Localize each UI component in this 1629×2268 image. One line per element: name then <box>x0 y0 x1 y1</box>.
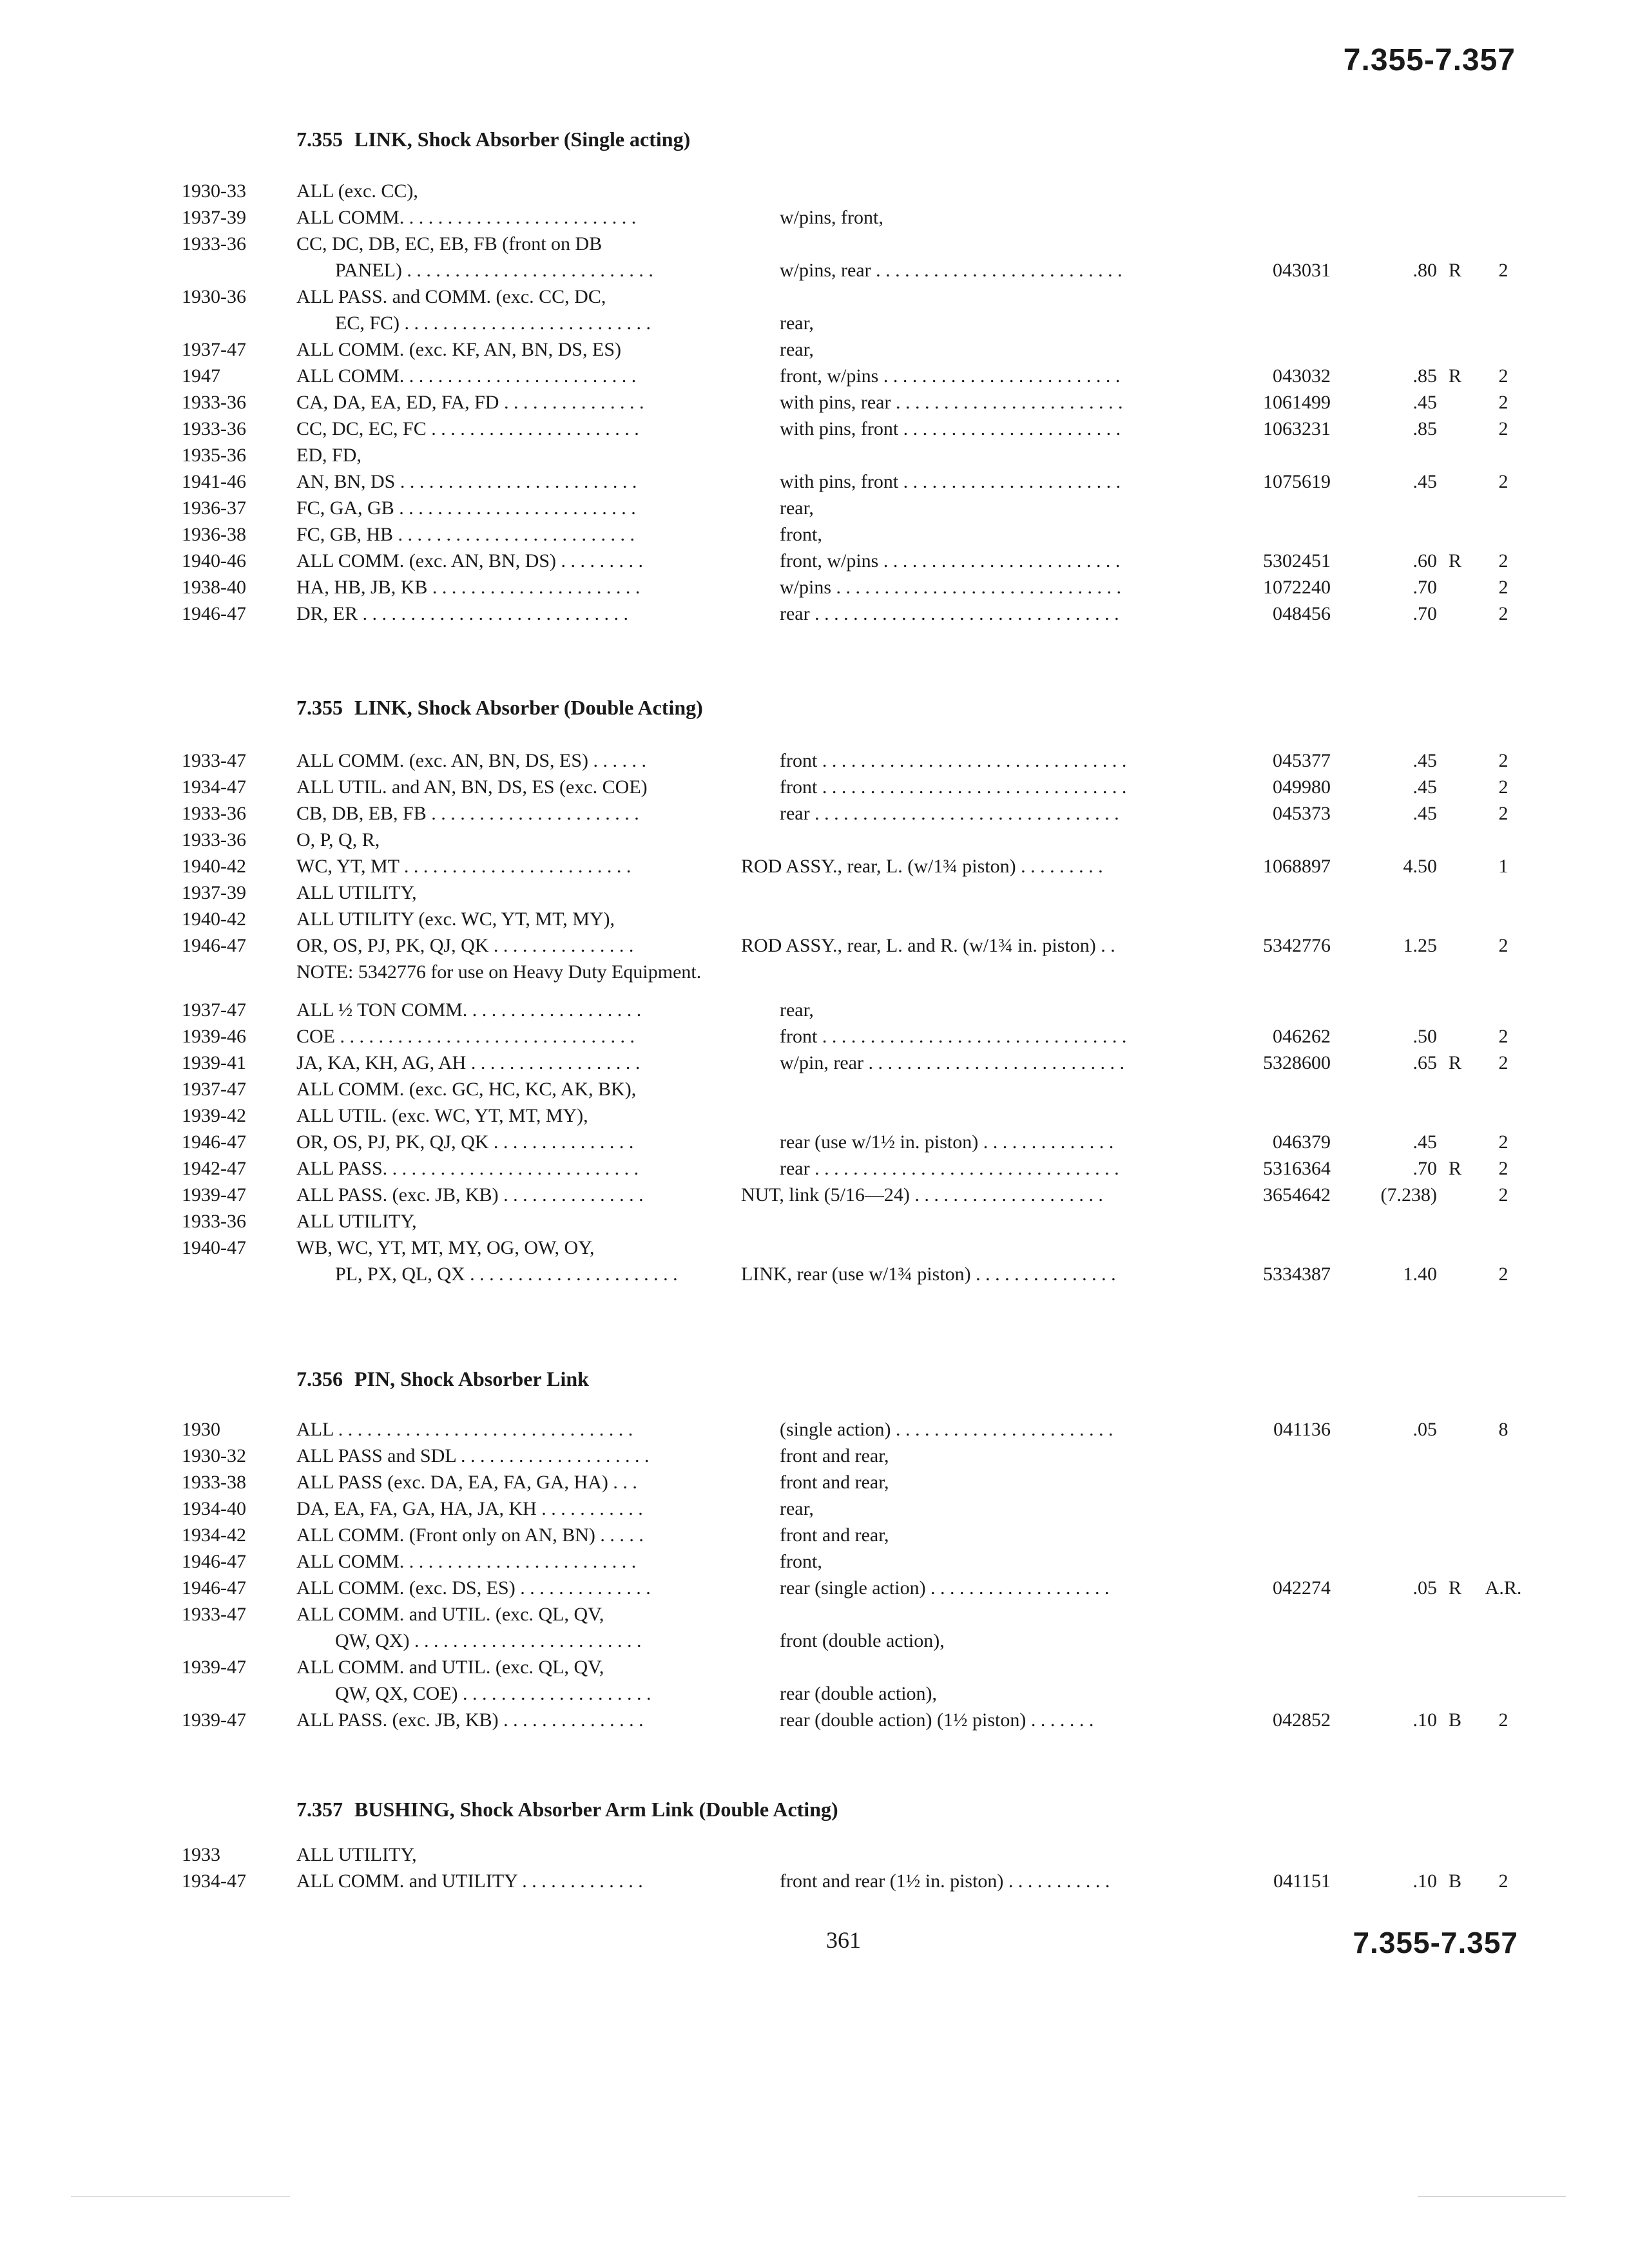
years-cell: 1940-46 <box>182 550 246 572</box>
models-cell: ALL (exc. CC), <box>296 180 418 202</box>
models-cell: ALL COMM. and UTIL. (exc. QL, QV, <box>296 1604 604 1625</box>
part-number-cell: 5334387 <box>1263 1264 1331 1285</box>
table-row <box>0 1129 1629 1156</box>
models-cell: O, P, Q, R, <box>296 829 380 850</box>
models-cell: CC, DC, EC, FC . . . . . . . . . . . . . . . . . . . . . . <box>296 418 639 439</box>
years-cell: 1937-47 <box>182 999 246 1021</box>
years-cell: 1939-46 <box>182 1026 246 1047</box>
part-number-cell: 041151 <box>1273 1870 1331 1892</box>
years-cell: 1933-36 <box>182 1211 246 1232</box>
models-cell: COE . . . . . . . . . . . . . . . . . . . . . . . . . . . . . . . <box>296 1026 635 1047</box>
years-cell: 1936-38 <box>182 524 246 545</box>
table-row <box>0 906 1629 933</box>
description-cell: front and rear, <box>780 1445 889 1466</box>
part-number-cell: 5342776 <box>1263 935 1331 956</box>
table-row <box>0 1023 1629 1050</box>
description-cell: front . . . . . . . . . . . . . . . . . . . . . . . . . . . . . . . . <box>780 750 1127 771</box>
models-cell: OR, OS, PJ, PK, QJ, QK . . . . . . . . . . . . . . . <box>296 935 634 956</box>
quantity-cell: 2 <box>1498 1264 1509 1285</box>
quantity-cell: 2 <box>1498 392 1509 413</box>
years-cell: 1946-47 <box>182 935 246 956</box>
description-cell: rear (double action) (1½ piston) . . . . . . . <box>780 1709 1094 1731</box>
table-row <box>0 932 1629 959</box>
models-cell: WB, WC, YT, MT, MY, OG, OW, OY, <box>296 1237 595 1258</box>
years-cell: 1939-47 <box>182 1657 246 1678</box>
section-heading: LINK, Shock Absorber (Double Acting) <box>354 696 703 719</box>
section-heading: BUSHING, Shock Absorber Arm Link (Double Acting) <box>354 1798 838 1821</box>
quantity-cell: 2 <box>1498 1184 1509 1206</box>
models-cell: DR, ER . . . . . . . . . . . . . . . . . . . . . . . . . . . . <box>296 603 629 624</box>
table-row <box>0 310 1629 337</box>
table-row <box>0 601 1629 628</box>
years-cell: 1936-37 <box>182 497 246 519</box>
description-cell: rear, <box>780 312 814 334</box>
models-cell: ALL COMM. . . . . . . . . . . . . . . . . . . . . . . . . <box>296 1551 637 1572</box>
part-number-cell: 043031 <box>1273 260 1331 281</box>
price-cell: .10 <box>1412 1870 1437 1892</box>
models-cell: ALL COMM. (exc. AN, BN, DS, ES) . . . . . . <box>296 750 647 771</box>
years-cell: 1933 <box>182 1844 220 1865</box>
table-row <box>0 1495 1629 1523</box>
quantity-cell: 2 <box>1498 1131 1509 1153</box>
models-cell: QW, QX, COE) . . . . . . . . . . . . . . . . . . . . <box>335 1683 651 1704</box>
section-title <box>296 128 690 151</box>
section-title <box>296 1798 838 1821</box>
description-cell: rear (single action) . . . . . . . . . . . . . . . . . . . <box>780 1577 1110 1599</box>
part-number-cell: 5316364 <box>1263 1158 1331 1179</box>
table-row <box>0 1868 1629 1895</box>
section-number: 7.356 <box>296 1367 343 1390</box>
price-cell: .45 <box>1412 1131 1437 1153</box>
part-number-cell: 042852 <box>1273 1709 1331 1731</box>
years-cell: 1934-47 <box>182 1870 246 1892</box>
quantity-cell: 2 <box>1498 750 1509 771</box>
table-row <box>0 1469 1629 1496</box>
price-cell: .70 <box>1412 577 1437 598</box>
quantity-cell: 2 <box>1498 260 1509 281</box>
table-row <box>0 1654 1629 1681</box>
description-cell: w/pins, front, <box>780 207 883 228</box>
models-cell: ALL PASS. and COMM. (exc. CC, DC, <box>296 286 606 307</box>
table-row <box>0 468 1629 495</box>
description-cell: w/pins, rear . . . . . . . . . . . . . . . . . . . . . . . . . . <box>780 260 1123 281</box>
quantity-cell: 2 <box>1498 935 1509 956</box>
table-row <box>0 1076 1629 1103</box>
part-number-cell: 042274 <box>1273 1577 1331 1599</box>
description-cell: front, <box>780 1551 822 1572</box>
table-row <box>0 997 1629 1024</box>
part-number-cell: 049980 <box>1273 776 1331 798</box>
table-row <box>0 1707 1629 1734</box>
models-cell: ALL PASS and SDL . . . . . . . . . . . . . . . . . . . . <box>296 1445 650 1466</box>
price-cell: .45 <box>1412 750 1437 771</box>
quantity-cell: 2 <box>1498 1026 1509 1047</box>
table-row <box>0 1208 1629 1235</box>
models-cell: ALL UTILITY, <box>296 882 417 903</box>
table-row <box>0 1575 1629 1602</box>
models-cell: FC, GB, HB . . . . . . . . . . . . . . . . . . . . . . . . . <box>296 524 635 545</box>
description-cell: front (double action), <box>780 1630 945 1651</box>
quantity-cell: 2 <box>1498 1870 1509 1892</box>
price-cell: (7.238) <box>1380 1184 1437 1206</box>
description-cell: w/pins . . . . . . . . . . . . . . . . . . . . . . . . . . . . . . <box>780 577 1122 598</box>
years-cell: 1947 <box>182 365 220 387</box>
table-row <box>0 1050 1629 1077</box>
description-cell: rear, <box>780 339 814 360</box>
price-cell: .45 <box>1412 392 1437 413</box>
models-cell: ALL UTILITY (exc. WC, YT, MT, MY), <box>296 908 615 930</box>
description-cell: rear . . . . . . . . . . . . . . . . . . . . . . . . . . . . . . . . <box>780 603 1119 624</box>
years-cell: 1942-47 <box>182 1158 246 1179</box>
years-cell: 1937-47 <box>182 1079 246 1100</box>
price-cell: .85 <box>1412 365 1437 387</box>
price-cell: .05 <box>1412 1577 1437 1599</box>
models-cell: ALL COMM. and UTILITY . . . . . . . . . . . . . <box>296 1870 643 1892</box>
description-cell: rear . . . . . . . . . . . . . . . . . . . . . . . . . . . . . . . . <box>780 1158 1119 1179</box>
description-cell: front and rear, <box>780 1524 889 1546</box>
years-cell: 1933-38 <box>182 1472 246 1493</box>
years-cell: 1937-47 <box>182 339 246 360</box>
description-cell: with pins, front . . . . . . . . . . . . . . . . . . . . . . . <box>780 418 1121 439</box>
description-cell: front, w/pins . . . . . . . . . . . . . . . . . . . . . . . . . <box>780 365 1121 387</box>
table-row <box>0 284 1629 311</box>
models-cell: CA, DA, EA, ED, FA, FD . . . . . . . . . . . . . . . <box>296 392 644 413</box>
quantity-cell: 2 <box>1498 1052 1509 1073</box>
description-cell: rear (double action), <box>780 1683 938 1704</box>
years-cell: 1934-47 <box>182 776 246 798</box>
models-cell: ALL COMM. . . . . . . . . . . . . . . . . . . . . . . . . <box>296 365 637 387</box>
table-row <box>0 574 1629 601</box>
description-cell: rear, <box>780 497 814 519</box>
section-title <box>296 1367 589 1391</box>
years-cell: 1946-47 <box>182 1577 246 1599</box>
models-cell: CB, DB, EB, FB . . . . . . . . . . . . . . . . . . . . . . <box>296 803 639 824</box>
description-cell: rear (use w/1½ in. piston) . . . . . . . . . . . . . . <box>780 1131 1114 1153</box>
table-row <box>0 1261 1629 1288</box>
years-cell: 1934-40 <box>182 1498 246 1519</box>
models-cell: ED, FD, <box>296 445 361 466</box>
years-cell: 1939-42 <box>182 1105 246 1126</box>
table-row <box>0 1680 1629 1707</box>
header-range: 7.355-7.357 <box>1343 43 1516 77</box>
code-cell: R <box>1448 1158 1461 1179</box>
price-cell: .70 <box>1412 603 1437 624</box>
years-cell: 1930-36 <box>182 286 246 307</box>
years-cell: 1934-42 <box>182 1524 246 1546</box>
table-row <box>0 495 1629 522</box>
table-row <box>0 389 1629 416</box>
table-row <box>0 363 1629 390</box>
models-cell: ALL COMM. (exc. AN, BN, DS) . . . . . . . . . <box>296 550 644 572</box>
years-cell: 1939-47 <box>182 1184 246 1206</box>
models-cell: ALL UTILITY, <box>296 1844 417 1865</box>
years-cell: 1933-36 <box>182 392 246 413</box>
description-cell: front and rear, <box>780 1472 889 1493</box>
description-cell: rear, <box>780 999 814 1021</box>
part-number-cell: 046262 <box>1273 1026 1331 1047</box>
years-cell: 1946-47 <box>182 603 246 624</box>
years-cell: 1933-47 <box>182 750 246 771</box>
section-number: 7.355 <box>296 128 343 151</box>
price-cell: 1.40 <box>1403 1264 1437 1285</box>
price-cell: .45 <box>1412 776 1437 798</box>
description-cell: ROD ASSY., rear, L. (w/1¾ piston) . . . . . . . . . <box>741 856 1103 877</box>
price-cell: 1.25 <box>1403 935 1437 956</box>
part-number-cell: 045373 <box>1273 803 1331 824</box>
models-cell: ALL COMM. and UTIL. (exc. QL, QV, <box>296 1657 604 1678</box>
models-cell: ALL COMM. (Front only on AN, BN) . . . . . <box>296 1524 644 1546</box>
table-row <box>0 879 1629 907</box>
models-cell: ALL COMM. (exc. DS, ES) . . . . . . . . . . . . . . <box>296 1577 651 1599</box>
quantity-cell: 2 <box>1498 471 1509 492</box>
years-cell: 1940-42 <box>182 908 246 930</box>
models-cell: HA, HB, JB, KB . . . . . . . . . . . . . . . . . . . . . . <box>296 577 641 598</box>
part-number-cell: 045377 <box>1273 750 1331 771</box>
price-cell: .70 <box>1412 1158 1437 1179</box>
part-number-cell: 5302451 <box>1263 550 1331 572</box>
years-cell: 1940-42 <box>182 856 246 877</box>
models-cell: ALL UTIL. and AN, BN, DS, ES (exc. COE) <box>296 776 648 798</box>
section-title <box>296 696 703 720</box>
models-cell: ALL PASS. . . . . . . . . . . . . . . . . . . . . . . . . . . <box>296 1158 639 1179</box>
quantity-cell: 2 <box>1498 1158 1509 1179</box>
section-heading: PIN, Shock Absorber Link <box>354 1367 589 1390</box>
models-cell: NOTE: 5342776 for use on Heavy Duty Equipment. <box>296 961 702 983</box>
table-row <box>0 1601 1629 1628</box>
table-row <box>0 1102 1629 1129</box>
description-cell: front, <box>780 524 822 545</box>
description-cell: LINK, rear (use w/1¾ piston) . . . . . . . . . . . . . . . <box>741 1264 1116 1285</box>
years-cell: 1935-36 <box>182 445 246 466</box>
part-number-cell: 043032 <box>1273 365 1331 387</box>
models-cell: ALL PASS (exc. DA, EA, FA, GA, HA) . . . <box>296 1472 637 1493</box>
table-row <box>0 747 1629 774</box>
years-cell: 1933-36 <box>182 803 246 824</box>
models-cell: ALL COMM. (exc. KF, AN, BN, DS, ES) <box>296 339 621 360</box>
part-number-cell: 046379 <box>1273 1131 1331 1153</box>
description-cell: front . . . . . . . . . . . . . . . . . . . . . . . . . . . . . . . . <box>780 776 1127 798</box>
part-number-cell: 3654642 <box>1263 1184 1331 1206</box>
table-row <box>0 800 1629 827</box>
footer-range: 7.355-7.357 <box>1353 1926 1518 1959</box>
code-cell: B <box>1448 1870 1461 1892</box>
years-cell: 1937-39 <box>182 207 246 228</box>
years-cell: 1946-47 <box>182 1131 246 1153</box>
years-cell: 1930-32 <box>182 1445 246 1466</box>
scan-artifact-right <box>1418 2196 1566 2197</box>
code-cell: B <box>1448 1709 1461 1731</box>
description-cell: (single action) . . . . . . . . . . . . . . . . . . . . . . . <box>780 1419 1113 1440</box>
quantity-cell: 2 <box>1498 577 1509 598</box>
price-cell: 4.50 <box>1403 856 1437 877</box>
table-row <box>0 1443 1629 1470</box>
table-row <box>0 959 1629 986</box>
models-cell: ALL PASS. (exc. JB, KB) . . . . . . . . . . . . . . . <box>296 1709 644 1731</box>
models-cell: DA, EA, FA, GA, HA, JA, KH . . . . . . . . . . . <box>296 1498 643 1519</box>
part-number-cell: 1061499 <box>1263 392 1331 413</box>
quantity-cell: 1 <box>1498 856 1509 877</box>
part-number-cell: 5328600 <box>1263 1052 1331 1073</box>
models-cell: FC, GA, GB . . . . . . . . . . . . . . . . . . . . . . . . . <box>296 497 636 519</box>
models-cell: ALL ½ TON COMM. . . . . . . . . . . . . . . . . . . <box>296 999 642 1021</box>
quantity-cell: 2 <box>1498 603 1509 624</box>
table-row <box>0 204 1629 231</box>
quantity-cell: 2 <box>1498 365 1509 387</box>
description-cell: with pins, front . . . . . . . . . . . . . . . . . . . . . . . <box>780 471 1121 492</box>
page-number: 361 <box>826 1927 861 1953</box>
part-number-cell: 041136 <box>1273 1419 1331 1440</box>
price-cell: .10 <box>1412 1709 1437 1731</box>
years-cell: 1933-47 <box>182 1604 246 1625</box>
price-cell: .50 <box>1412 1026 1437 1047</box>
quantity-cell: A.R. <box>1485 1577 1522 1599</box>
table-row <box>0 1628 1629 1655</box>
years-cell: 1937-39 <box>182 882 246 903</box>
years-cell: 1939-41 <box>182 1052 246 1073</box>
table-row <box>0 1841 1629 1869</box>
table-row <box>0 178 1629 205</box>
table-row <box>0 442 1629 469</box>
price-cell: .45 <box>1412 803 1437 824</box>
models-cell: ALL . . . . . . . . . . . . . . . . . . . . . . . . . . . . . . . <box>296 1419 633 1440</box>
table-row <box>0 336 1629 363</box>
part-number-cell: 1068897 <box>1263 856 1331 877</box>
years-cell: 1933-36 <box>182 233 246 255</box>
price-cell: .85 <box>1412 418 1437 439</box>
years-cell: 1940-47 <box>182 1237 246 1258</box>
models-cell: CC, DC, DB, EC, EB, FB (front on DB <box>296 233 602 255</box>
models-cell: ALL COMM. (exc. GC, HC, KC, AK, BK), <box>296 1079 637 1100</box>
description-cell: with pins, rear . . . . . . . . . . . . . . . . . . . . . . . . <box>780 392 1123 413</box>
price-cell: .60 <box>1412 550 1437 572</box>
table-row <box>0 231 1629 258</box>
table-row <box>0 1522 1629 1549</box>
code-cell: R <box>1448 1577 1461 1599</box>
models-cell: ALL UTIL. (exc. WC, YT, MT, MY), <box>296 1105 588 1126</box>
section-heading: LINK, Shock Absorber (Single acting) <box>354 128 691 151</box>
years-cell: 1941-46 <box>182 471 246 492</box>
table-row <box>0 1182 1629 1209</box>
table-row <box>0 827 1629 854</box>
part-number-cell: 1063231 <box>1263 418 1331 439</box>
code-cell: R <box>1448 260 1461 281</box>
quantity-cell: 2 <box>1498 1709 1509 1731</box>
years-cell: 1930-33 <box>182 180 246 202</box>
models-cell: PL, PX, QL, QX . . . . . . . . . . . . . . . . . . . . . . <box>335 1264 678 1285</box>
models-cell: PANEL) . . . . . . . . . . . . . . . . . . . . . . . . . . <box>335 260 653 281</box>
table-row <box>0 1548 1629 1575</box>
years-cell: 1946-47 <box>182 1551 246 1572</box>
table-row <box>0 1155 1629 1182</box>
description-cell: ROD ASSY., rear, L. and R. (w/1¾ in. piston) . . <box>741 935 1115 956</box>
description-cell: NUT, link (5/16—24) . . . . . . . . . . . . . . . . . . . . <box>741 1184 1103 1206</box>
code-cell: R <box>1448 365 1461 387</box>
quantity-cell: 2 <box>1498 550 1509 572</box>
models-cell: WC, YT, MT . . . . . . . . . . . . . . . . . . . . . . . . <box>296 856 631 877</box>
table-row <box>0 1416 1629 1443</box>
models-cell: OR, OS, PJ, PK, QJ, QK . . . . . . . . . . . . . . . <box>296 1131 634 1153</box>
quantity-cell: 2 <box>1498 776 1509 798</box>
price-cell: .65 <box>1412 1052 1437 1073</box>
years-cell: 1938-40 <box>182 577 246 598</box>
price-cell: .80 <box>1412 260 1437 281</box>
table-row <box>0 416 1629 443</box>
part-number-cell: 1075619 <box>1263 471 1331 492</box>
description-cell: rear, <box>780 1498 814 1519</box>
table-row <box>0 774 1629 801</box>
price-cell: .45 <box>1412 471 1437 492</box>
table-row <box>0 1235 1629 1262</box>
price-cell: .05 <box>1412 1419 1437 1440</box>
description-cell: rear . . . . . . . . . . . . . . . . . . . . . . . . . . . . . . . . <box>780 803 1119 824</box>
description-cell: w/pin, rear . . . . . . . . . . . . . . . . . . . . . . . . . . . <box>780 1052 1124 1073</box>
models-cell: ALL PASS. (exc. JB, KB) . . . . . . . . . . . . . . . <box>296 1184 644 1206</box>
section-number: 7.357 <box>296 1798 343 1821</box>
models-cell: ALL COMM. . . . . . . . . . . . . . . . . . . . . . . . . <box>296 207 637 228</box>
section-number: 7.355 <box>296 696 343 719</box>
table-row <box>0 521 1629 548</box>
years-cell: 1939-47 <box>182 1709 246 1731</box>
models-cell: QW, QX) . . . . . . . . . . . . . . . . . . . . . . . . <box>335 1630 642 1651</box>
years-cell: 1933-36 <box>182 418 246 439</box>
description-cell: front, w/pins . . . . . . . . . . . . . . . . . . . . . . . . . <box>780 550 1121 572</box>
quantity-cell: 2 <box>1498 803 1509 824</box>
part-number-cell: 1072240 <box>1263 577 1331 598</box>
table-row <box>0 853 1629 880</box>
quantity-cell: 8 <box>1498 1419 1509 1440</box>
code-cell: R <box>1448 550 1461 572</box>
quantity-cell: 2 <box>1498 418 1509 439</box>
models-cell: ALL UTILITY, <box>296 1211 417 1232</box>
scan-artifact-left <box>71 2196 290 2197</box>
table-row <box>0 548 1629 575</box>
models-cell: JA, KA, KH, AG, AH . . . . . . . . . . . . . . . . . . <box>296 1052 641 1073</box>
code-cell: R <box>1448 1052 1461 1073</box>
models-cell: EC, FC) . . . . . . . . . . . . . . . . . . . . . . . . . . <box>335 312 651 334</box>
years-cell: 1930 <box>182 1419 220 1440</box>
description-cell: front and rear (1½ in. piston) . . . . . . . . . . . <box>780 1870 1110 1892</box>
years-cell: 1933-36 <box>182 829 246 850</box>
part-number-cell: 048456 <box>1273 603 1331 624</box>
description-cell: front . . . . . . . . . . . . . . . . . . . . . . . . . . . . . . . . <box>780 1026 1127 1047</box>
table-row <box>0 257 1629 284</box>
models-cell: AN, BN, DS . . . . . . . . . . . . . . . . . . . . . . . . . <box>296 471 637 492</box>
